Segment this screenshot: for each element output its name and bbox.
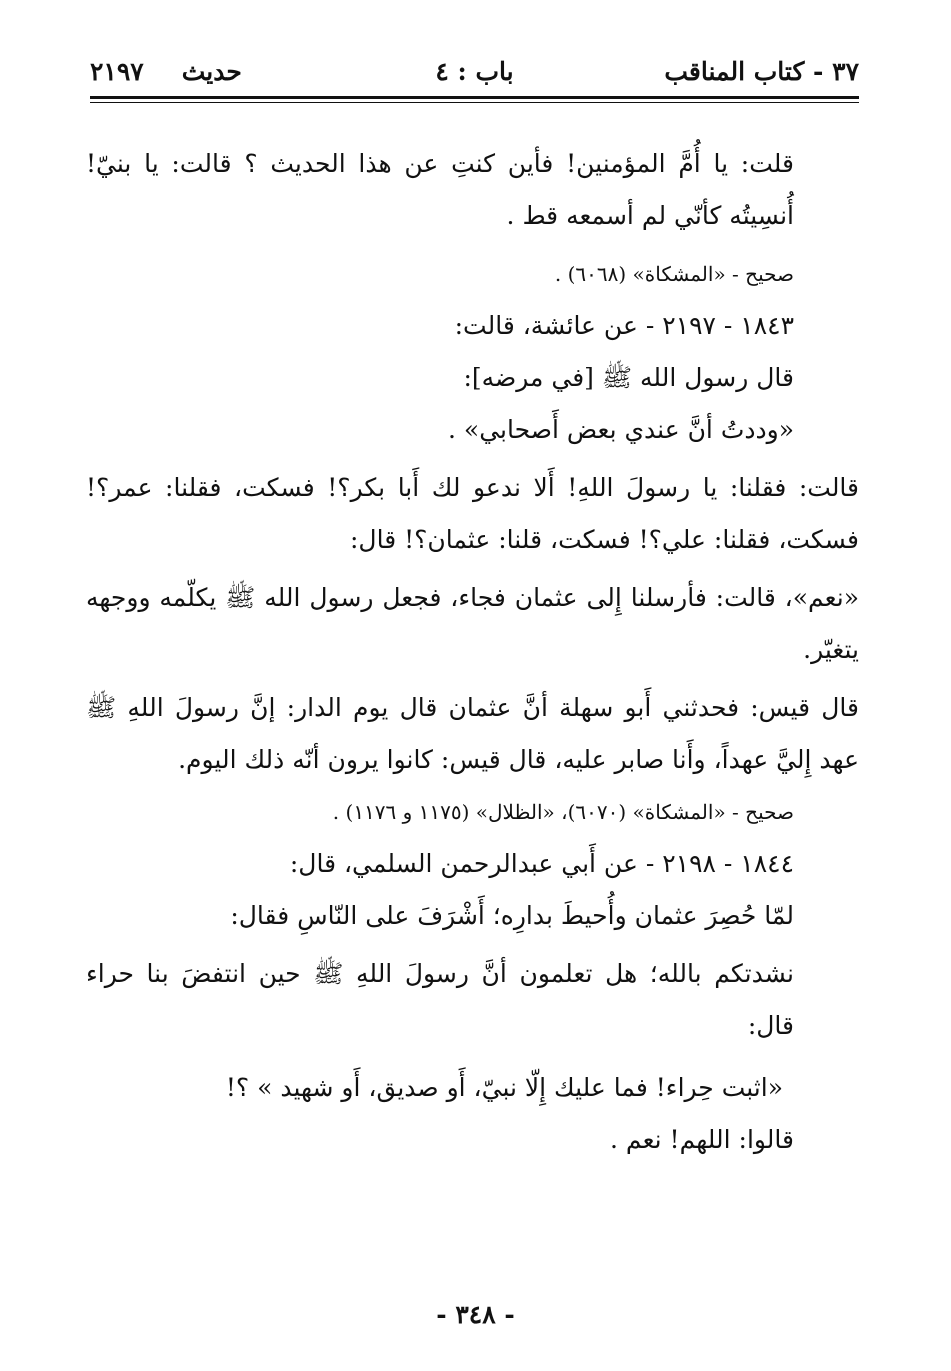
header-rule-thick [90, 96, 859, 99]
text-paragraph: نشدتكم بالله؛ هل تعلمون أنَّ رسولَ اللهِ ﷺ حين انتفضَ بنا حراء قال: [86, 959, 794, 1040]
page-number: - ٣٤٨ - [436, 1300, 515, 1329]
hadith-heading: ١٨٤٣ - ٢١٩٧ - عن عائشة، قالت: [454, 311, 794, 340]
text-paragraph: قلت: يا أُمَّ المؤمنين! فأين كنتِ عن هذا الحديث ؟ قالت: يا بنيّ! أُنسِيتُه كأنّي لم أسمعه قط . [86, 149, 794, 230]
text-paragraph: قالوا: اللهم! نعم . [610, 1125, 794, 1154]
text-paragraph: لمّا حُصِرَ عثمان وأُحيطَ بدارِه؛ أَشْرَفَ على النّاسِ فقال: [230, 901, 794, 930]
text-paragraph: قال رسول الله ﷺ [في مرضه]: [463, 363, 794, 392]
hadith-label: حديث [181, 57, 242, 86]
running-header [90, 56, 859, 96]
hadith-number: ٢١٩٧ [90, 57, 144, 86]
text-paragraph: «اثبت حِراء! فما عليك إِلّا نبيّ، أَو صديق، أَو شهيد » ؟! [225, 1073, 783, 1102]
grading-note: صحيح - «المشكاة» (٦٠٧٠)، «الظلال» (١١٧٥ و ١١٧٦) . [332, 800, 794, 824]
header-rule-thin [90, 102, 859, 103]
hadith-heading: ١٨٤٤ - ٢١٩٨ - عن أَبي عبدالرحمن السلمي، قال: [289, 849, 794, 878]
grading-note: صحيح - «المشكاة» (٦٠٦٨) . [554, 262, 794, 286]
text-paragraph: «وددتُ أنَّ عندي بعض أَصحابي» . [448, 415, 794, 444]
text-paragraph: «نعم»، قالت: فأرسلنا إِلى عثمان فجاء، فجعل رسول الله ﷺ يكلّمه ووجهه يتغيّر. [86, 583, 859, 664]
text-paragraph: قال قيس: فحدثني أَبو سهلة أنَّ عثمان قال يوم الدار: إنَّ رسولَ اللهِ ﷺ عهد إِليَّ عهداً، وأَنا صابر عليه، قال قيس: كانوا يرون أنّه ذلك اليوم. [86, 693, 859, 774]
text-paragraph: قالت: فقلنا: يا رسولَ اللهِ! أَلا ندعو لك أَبا بكر؟! فسكت، فقلنا: عمر؟! فسكت، فقلنا: علي؟! فسكت، قلنا: عثمان؟! قال: [86, 473, 859, 554]
page-body [86, 138, 859, 1166]
book-title: ٣٧ - كتاب المناقب [664, 57, 859, 86]
hadith-reference [90, 56, 242, 88]
chapter-label: باب : ٤ [435, 57, 514, 86]
